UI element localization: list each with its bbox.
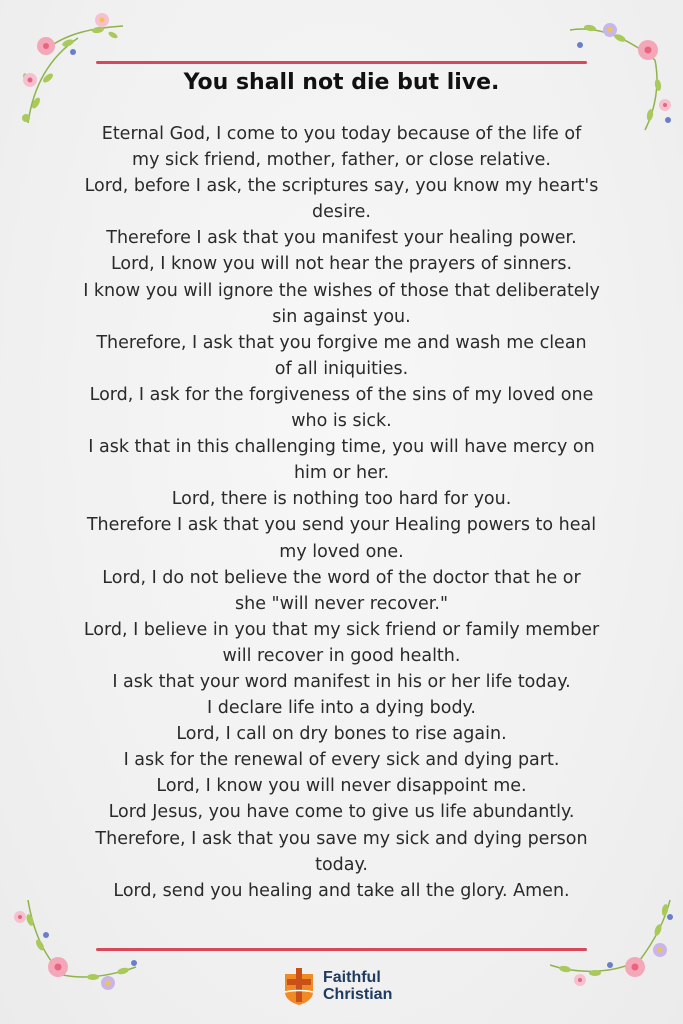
prayer-line: Lord, there is nothing too hard for you.: [171, 489, 512, 510]
logo-text: [323, 969, 392, 1003]
prayer-line: I declare life into a dying body.: [207, 698, 476, 719]
logo-line-1: Faithful: [323, 969, 381, 986]
prayer-line: Lord, I know you will never disappoint me.: [156, 776, 527, 797]
prayer-line: him or her.: [293, 463, 390, 484]
prayer-line: Lord, I do not believe the word of the doctor that he or: [102, 567, 581, 588]
prayer-line: I ask that in this challenging time, you will have mercy on: [88, 437, 595, 458]
logo-line-2: Christian: [323, 986, 393, 1003]
prayer-line: Therefore I ask that you manifest your healing power.: [106, 228, 577, 249]
prayer-line: Lord Jesus, you have come to give us life abundantly.: [108, 802, 575, 823]
prayer-line: Lord, before I ask, the scriptures say, you know my heart's: [84, 176, 599, 197]
prayer-line: Lord, send you healing and take all the glory. Amen.: [113, 880, 570, 901]
prayer-line: I ask for the renewal of every sick and dying part.: [123, 750, 560, 771]
prayer-line: she "will never recover.": [234, 593, 449, 614]
prayer-line: Therefore, I ask that you save my sick and dying person: [95, 828, 588, 849]
prayer-line: my loved one.: [279, 541, 404, 562]
prayer-line: Eternal God, I come to you today because of the life of: [101, 124, 582, 144]
prayer-line: my sick friend, mother, father, or close relative.: [132, 150, 551, 171]
prayer-line: sin against you.: [272, 306, 411, 327]
prayer-line: will recover in good health.: [222, 645, 461, 666]
prayer-line: today.: [315, 854, 368, 875]
prayer-line: I know you will ignore the wishes of those that deliberately: [83, 280, 600, 301]
prayer-line: Therefore I ask that you send your Healing powers to heal: [86, 515, 597, 536]
prayer-line: of all iniquities.: [274, 358, 409, 379]
prayer-text: [30, 121, 653, 904]
prayer-line: Lord, I ask for the forgiveness of the sins of my loved one: [89, 384, 594, 405]
top-divider-rule: [96, 61, 587, 64]
faithful-christian-logo: [281, 964, 421, 1008]
page-title: You shall not die but live.: [183, 70, 500, 95]
prayer-line: Lord, I call on dry bones to rise again.: [176, 724, 507, 745]
prayer-line: Therefore, I ask that you forgive me and wash me clean: [96, 332, 587, 353]
bottom-divider-rule: [96, 948, 587, 951]
prayer-line: desire.: [312, 202, 371, 223]
prayer-line: who is sick.: [291, 411, 392, 432]
prayer-line: Lord, I believe in you that my sick friend or family member: [83, 619, 600, 640]
prayer-line: Lord, I know you will not hear the prayers of sinners.: [110, 254, 573, 275]
cross-logo-icon: [281, 966, 317, 1006]
prayer-line: I ask that your word manifest in his or her life today.: [112, 671, 571, 692]
